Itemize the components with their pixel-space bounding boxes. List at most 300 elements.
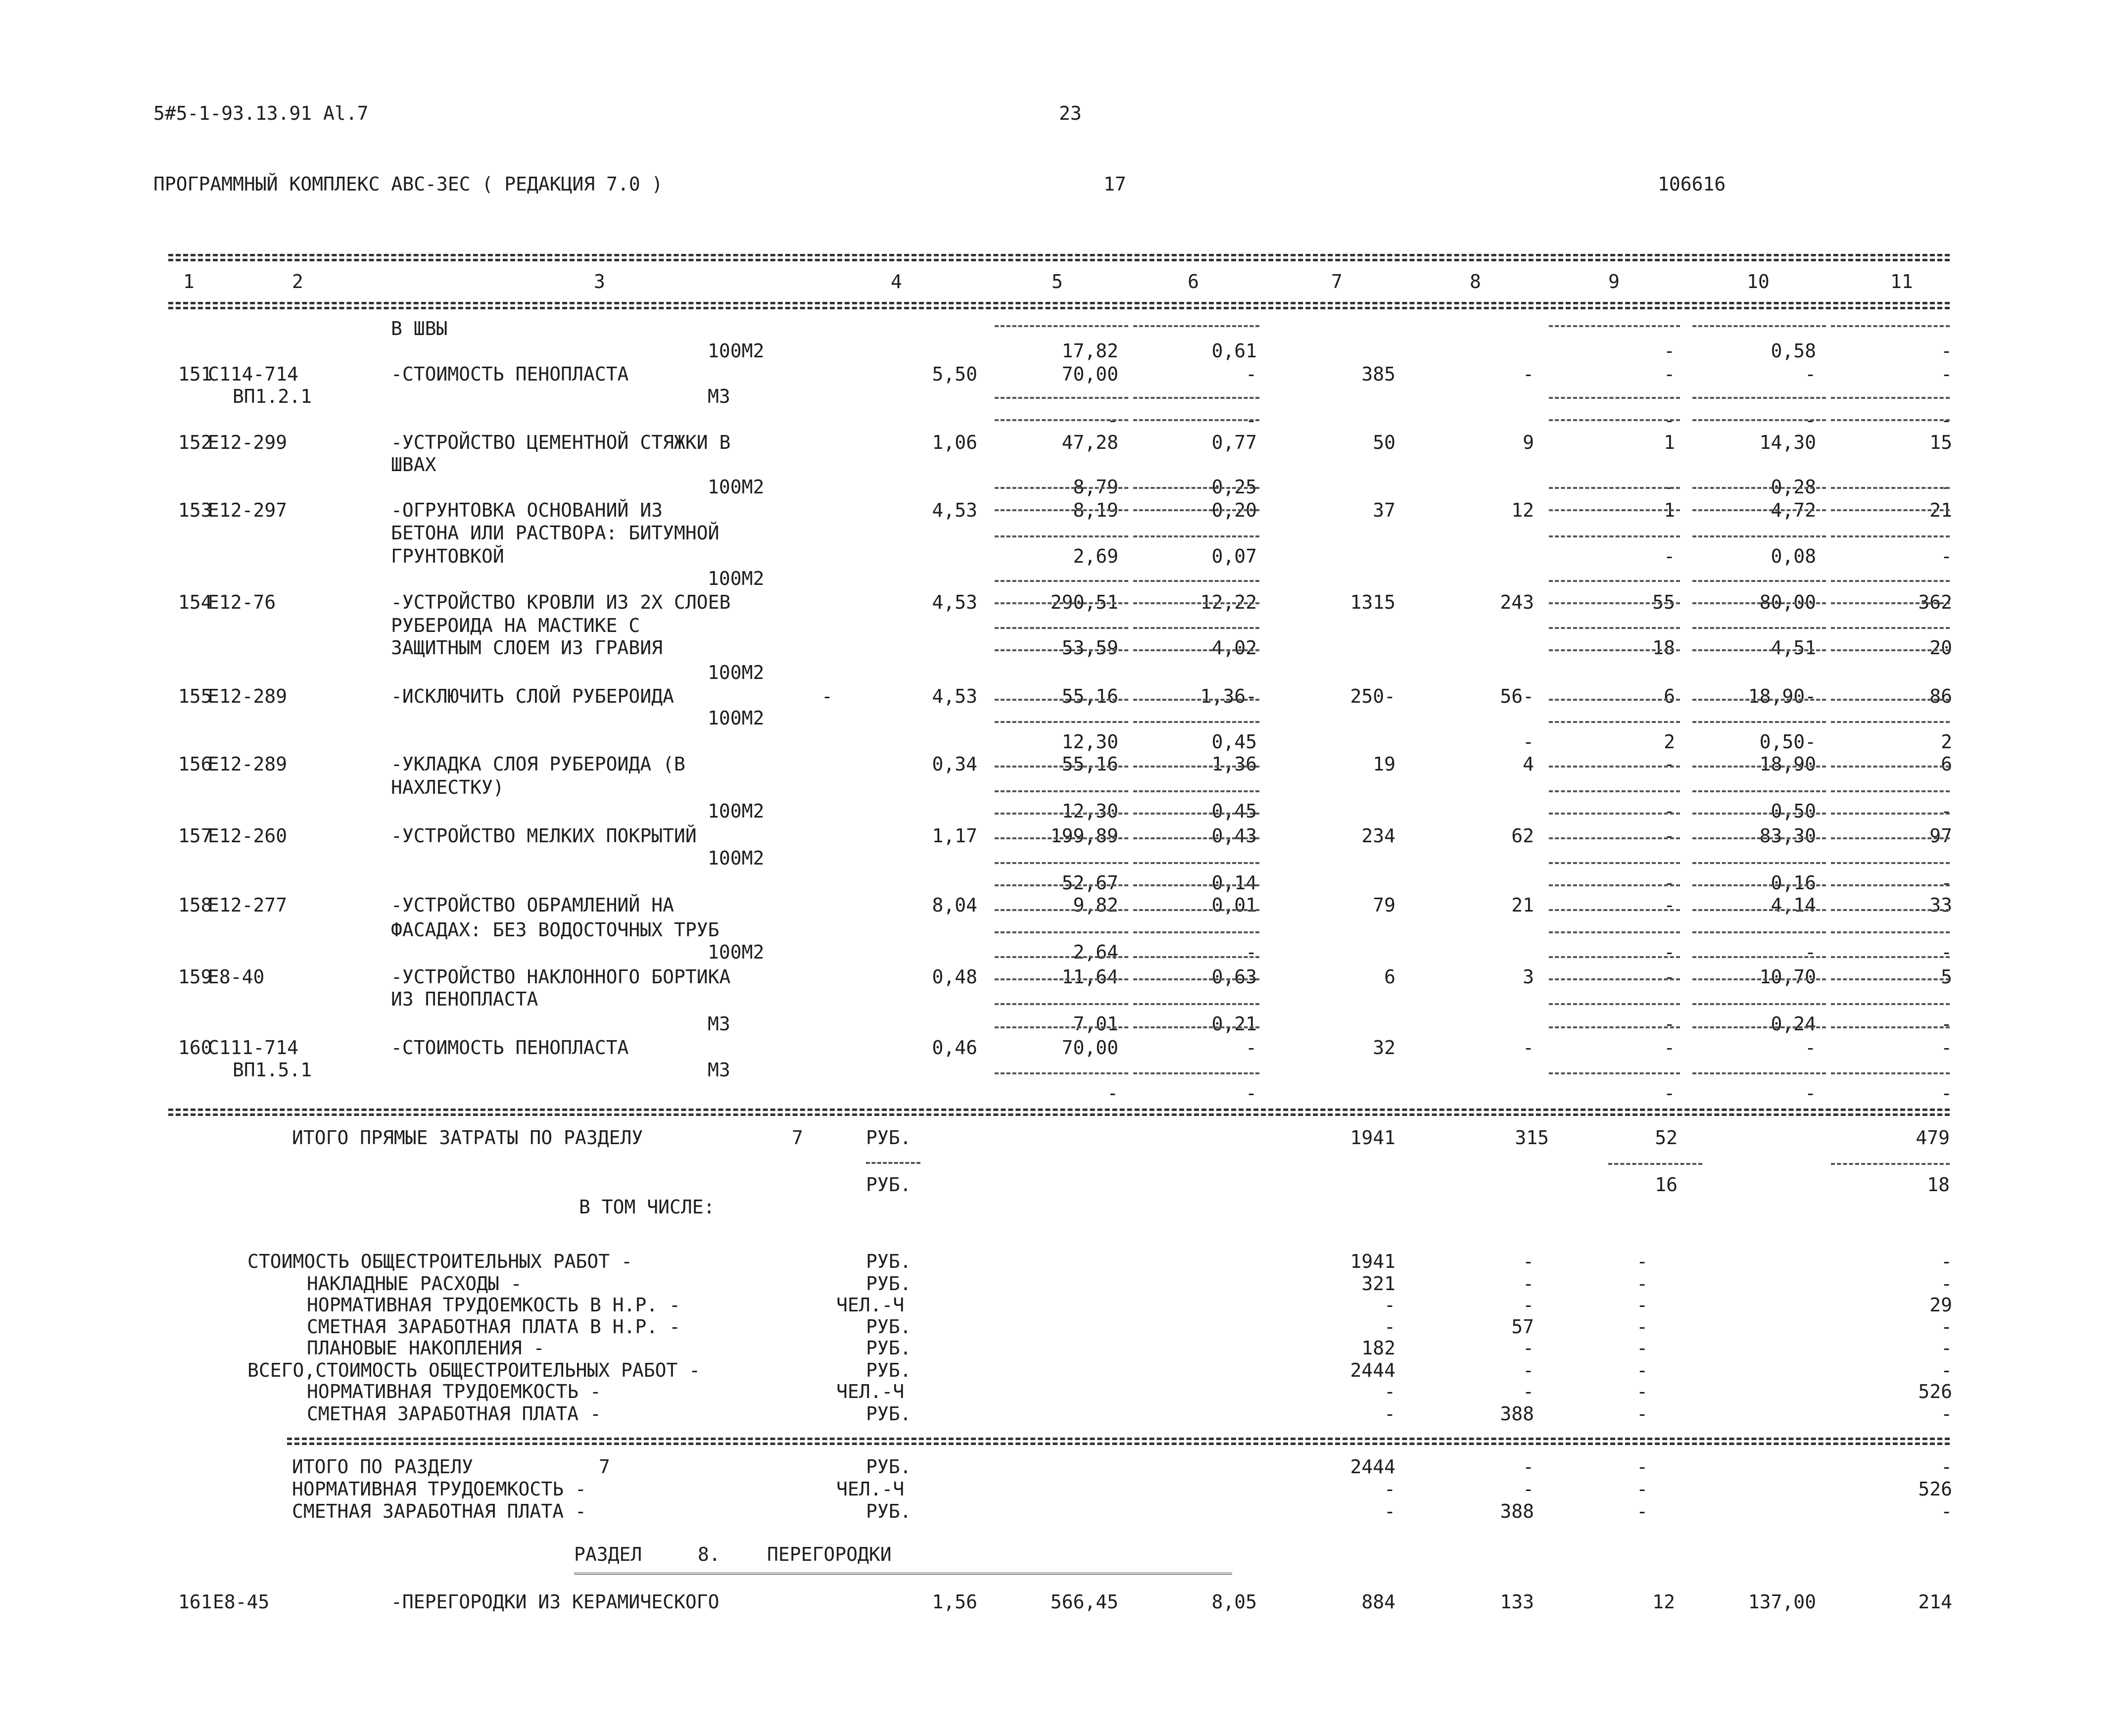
cell-c5: 17,82 — [1061, 340, 1118, 362]
work-description: ШВАХ — [391, 454, 436, 476]
cell-c9: - — [1664, 825, 1675, 847]
total-unit: РУБ. — [866, 1456, 912, 1478]
divider — [1692, 766, 1826, 768]
summary-unit: ЧЕЛ.-Ч — [836, 1381, 905, 1402]
row-number: 154 — [178, 591, 212, 613]
cell-c9: 18 — [1652, 637, 1675, 659]
divider — [1133, 602, 1259, 604]
cell-c7: 884 — [1361, 1591, 1395, 1613]
cell-c10: 83,30 — [1759, 825, 1816, 847]
divider — [1133, 978, 1259, 980]
divider — [1549, 813, 1680, 815]
divider — [1831, 397, 1950, 399]
cell-c4: 4,53 — [932, 685, 977, 707]
work-description: ГРУНТОВКОЙ — [391, 545, 504, 567]
cell-c9: 1 — [1664, 432, 1675, 453]
divider — [1831, 909, 1950, 911]
column-number: 9 — [1608, 271, 1620, 292]
divider — [1549, 699, 1680, 701]
summary-wages: 57 — [1511, 1316, 1534, 1338]
divider — [1133, 649, 1259, 651]
cell-c6: 0,43 — [1211, 825, 1257, 847]
divider — [995, 1072, 1128, 1074]
cell-c11: - — [1941, 363, 1952, 385]
divider — [995, 397, 1128, 399]
unit-of-measure: 100М2 — [708, 847, 765, 869]
cell-c10: - — [1805, 1082, 1816, 1104]
divider — [1692, 649, 1826, 651]
divider — [1133, 627, 1259, 629]
cell-c5: - — [1107, 409, 1118, 431]
work-description: РУБЕРОИДА НА МАСТИКЕ С — [391, 615, 640, 636]
divider — [1549, 602, 1680, 604]
unit-of-measure: 100М2 — [708, 568, 765, 589]
column-number: 10 — [1747, 271, 1770, 292]
cell-c11: - — [1941, 1013, 1952, 1035]
total-cost: - — [1384, 1500, 1395, 1522]
cell-c10: 4,72 — [1771, 499, 1816, 521]
cell-c4: 0,34 — [932, 753, 977, 775]
cell-c4: 4,53 — [932, 591, 977, 613]
divider — [995, 721, 1128, 723]
divider — [1549, 978, 1680, 980]
divider — [1831, 509, 1950, 511]
cell-c6: 1,36 — [1211, 753, 1257, 775]
table-top-rule — [168, 259, 1950, 261]
column-number: 6 — [1188, 271, 1199, 292]
divider — [866, 1162, 920, 1164]
cell-c7: 385 — [1361, 363, 1395, 385]
work-description: -ИСКЛЮЧИТЬ СЛОЙ РУБЕРОИДА — [391, 685, 674, 707]
cell-c11: 6 — [1941, 753, 1952, 775]
divider — [1692, 837, 1826, 839]
cell-c11: - — [1941, 800, 1952, 822]
cell-c8: - — [1523, 363, 1534, 385]
cell-c11: - — [1941, 1037, 1952, 1059]
summary-labor: - — [1941, 1403, 1952, 1425]
cell-c9: - — [1664, 753, 1675, 775]
divider — [1831, 721, 1950, 723]
summary-total: 2444 — [1350, 1359, 1395, 1381]
column-number: 2 — [292, 271, 303, 292]
cell-c7: 6 — [1384, 966, 1395, 988]
cell-c8: 56- — [1500, 685, 1534, 707]
summary-labor: - — [1941, 1337, 1952, 1359]
total-section: 7 — [599, 1456, 610, 1478]
divider — [1692, 1003, 1826, 1005]
cell-c11: - — [1941, 872, 1952, 894]
norm-code: Е8-45 — [213, 1591, 270, 1613]
divider — [1133, 956, 1259, 958]
table-top-rule — [168, 254, 1950, 256]
total-unit: ЧЕЛ.-Ч — [836, 1478, 905, 1500]
divider — [1549, 509, 1680, 511]
total-machines: - — [1636, 1500, 1648, 1522]
work-description: -ОГРУНТОВКА ОСНОВАНИЙ ИЗ — [391, 499, 663, 521]
summary-machines: - — [1636, 1337, 1648, 1359]
summary-wages: - — [1523, 1251, 1534, 1272]
total-labor: - — [1941, 1456, 1952, 1478]
cell-c7: 234 — [1361, 825, 1395, 847]
divider — [1133, 397, 1259, 399]
cell-c5: 290,51 — [1050, 591, 1118, 613]
cell-c6: 0,20 — [1211, 499, 1257, 521]
cell-c6: 1,36- — [1200, 685, 1257, 707]
total-labor: - — [1941, 1500, 1952, 1522]
cell-c5: 55,16 — [1061, 753, 1118, 775]
cell-c10: 0,50- — [1759, 731, 1816, 753]
cell-c9: 2 — [1664, 731, 1675, 753]
divider — [1831, 535, 1950, 537]
cell-c10: 18,90- — [1748, 685, 1816, 707]
cell-c10: 137,00 — [1748, 1591, 1816, 1613]
divider — [1831, 978, 1950, 980]
summary-label: СТОИМОСТЬ ОБЩЕСТРОИТЕЛЬНЫХ РАБОТ - — [247, 1251, 632, 1272]
row-mark: - — [821, 685, 833, 707]
divider — [1133, 862, 1259, 864]
divider — [1831, 1163, 1950, 1165]
cell-c4: 1,17 — [932, 825, 977, 847]
norm-code: Е12-297 — [208, 499, 288, 521]
cell-c11: - — [1941, 941, 1952, 963]
divider — [1692, 931, 1826, 933]
cell-c5: 8,19 — [1073, 499, 1118, 521]
norm-code: Е12-76 — [208, 591, 276, 613]
section-rule — [168, 1109, 1950, 1111]
cell-c8: 62 — [1511, 825, 1534, 847]
cell-c6: - — [1246, 941, 1257, 963]
cell-c8: - — [1523, 731, 1534, 753]
divider — [1692, 721, 1826, 723]
total-machines: - — [1636, 1456, 1648, 1478]
summary-wages: - — [1523, 1359, 1534, 1381]
cell-c10: 0,50 — [1771, 800, 1816, 822]
divider — [1133, 535, 1259, 537]
cell-c11: - — [1941, 340, 1952, 362]
cell-c5: 53,59 — [1061, 637, 1118, 659]
divider — [995, 325, 1128, 327]
cell-c9: - — [1664, 941, 1675, 963]
divider — [1133, 931, 1259, 933]
divider — [1133, 790, 1259, 792]
summary-total: 321 — [1361, 1273, 1395, 1295]
total-wages: - — [1523, 1456, 1534, 1478]
direct-costs-machine-wages: 16 — [1655, 1174, 1678, 1196]
total-labor: 526 — [1918, 1478, 1952, 1500]
total-machines: - — [1636, 1478, 1648, 1500]
cell-c10: - — [1805, 363, 1816, 385]
row-number: 157 — [178, 825, 212, 847]
divider — [1133, 509, 1259, 511]
summary-total: 182 — [1361, 1337, 1395, 1359]
unit-of-measure: М3 — [708, 1013, 730, 1035]
row-number: 151 — [178, 363, 212, 385]
cell-c5: 70,00 — [1061, 363, 1118, 385]
divider — [1549, 1026, 1680, 1028]
cell-c5: 566,45 — [1050, 1591, 1118, 1613]
cell-c6: 4,02 — [1211, 637, 1257, 659]
row-number: 152 — [178, 432, 212, 453]
cell-c9: 55 — [1652, 591, 1675, 613]
cell-c10: 0,08 — [1771, 545, 1816, 567]
divider — [1549, 487, 1680, 489]
divider — [1549, 325, 1680, 327]
divider — [1692, 602, 1826, 604]
cell-c8: 9 — [1523, 432, 1534, 453]
cell-c11: 15 — [1929, 432, 1952, 453]
summary-wages: 388 — [1500, 1403, 1534, 1425]
cell-c9: - — [1664, 800, 1675, 822]
unit-of-measure: 100М2 — [708, 476, 765, 498]
cell-c8: - — [1523, 1037, 1534, 1059]
divider — [1692, 978, 1826, 980]
direct-costs-labor: 479 — [1916, 1127, 1950, 1149]
divider — [1692, 325, 1826, 327]
cell-c9: - — [1664, 363, 1675, 385]
divider — [1133, 419, 1259, 421]
divider — [995, 627, 1128, 629]
cell-c9: - — [1664, 545, 1675, 567]
summary-label: НОРМАТИВНАЯ ТРУДОЕМКОСТЬ В Н.Р. - — [307, 1294, 680, 1316]
cell-c7: 250- — [1350, 685, 1395, 707]
summary-labor: 29 — [1929, 1294, 1952, 1316]
norm-code: С111-714 — [208, 1037, 299, 1059]
summary-machines: - — [1636, 1381, 1648, 1402]
column-number: 8 — [1470, 271, 1481, 292]
work-description: ЗАЩИТНЫМ СЛОЕМ ИЗ ГРАВИЯ — [391, 637, 663, 659]
cell-c6: 12,22 — [1200, 591, 1257, 613]
cell-c4: 8,04 — [932, 894, 977, 916]
divider — [1831, 1072, 1950, 1074]
divider — [1692, 509, 1826, 511]
total-label: НОРМАТИВНАЯ ТРУДОЕМКОСТЬ - — [292, 1478, 586, 1500]
divider — [1549, 956, 1680, 958]
divider — [1133, 487, 1259, 489]
column-number: 3 — [594, 271, 605, 292]
direct-costs-machines: 52 — [1655, 1127, 1678, 1149]
norm-code: Е12-289 — [208, 685, 288, 707]
work-description: ФАСАДАХ: БЕЗ ВОДОСТОЧНЫХ ТРУБ — [391, 919, 720, 941]
divider — [1831, 766, 1950, 768]
section-underline — [574, 1573, 1232, 1575]
work-description: -ПЕРЕГОРОДКИ ИЗ КЕРАМИЧЕСКОГО — [391, 1591, 720, 1613]
divider — [1692, 1072, 1826, 1074]
including-label: В ТОМ ЧИСЛЕ: — [579, 1196, 715, 1218]
divider — [1133, 1026, 1259, 1028]
unit-of-measure: 100М2 — [708, 662, 765, 683]
cell-c11: 362 — [1918, 591, 1952, 613]
cell-c6: 0,45 — [1211, 731, 1257, 753]
cell-c5: - — [1107, 1082, 1118, 1104]
summary-wages: - — [1523, 1381, 1534, 1402]
cell-c11: 214 — [1918, 1591, 1952, 1613]
row-number: 160 — [178, 1037, 212, 1059]
summary-total: - — [1384, 1381, 1395, 1402]
direct-costs-unit: РУБ. — [866, 1127, 912, 1149]
cell-c6: 0,21 — [1211, 1013, 1257, 1035]
cell-c6: 0,14 — [1211, 872, 1257, 894]
total-label: ИТОГО ПО РАЗДЕЛУ — [292, 1456, 474, 1478]
cell-c5: 8,79 — [1073, 476, 1118, 498]
cell-c9: - — [1664, 872, 1675, 894]
cell-c5: 55,16 — [1061, 685, 1118, 707]
cell-c11: 97 — [1929, 825, 1952, 847]
cell-c8: 243 — [1500, 591, 1534, 613]
divider — [995, 766, 1128, 768]
cell-c11: 33 — [1929, 894, 1952, 916]
cell-c4: 5,50 — [932, 363, 977, 385]
cell-c8: 3 — [1523, 966, 1534, 988]
summary-unit: РУБ. — [866, 1273, 912, 1295]
divider — [995, 1003, 1128, 1005]
norm-code: Е12-299 — [208, 432, 288, 453]
work-description: НАХЛЕСТКУ) — [391, 776, 504, 798]
divider — [1692, 813, 1826, 815]
summary-unit: РУБ. — [866, 1359, 912, 1381]
section-label: РАЗДЕЛ — [574, 1543, 642, 1565]
cell-c9: - — [1664, 1082, 1675, 1104]
cell-c9: - — [1664, 894, 1675, 916]
divider — [1831, 419, 1950, 421]
cell-c10: 4,51 — [1771, 637, 1816, 659]
summary-machines: - — [1636, 1359, 1648, 1381]
summary-machines: - — [1636, 1403, 1648, 1425]
summary-machines: - — [1636, 1273, 1648, 1295]
cell-c9: - — [1664, 966, 1675, 988]
cell-c10: 4,14 — [1771, 894, 1816, 916]
row-number: 155 — [178, 685, 212, 707]
divider — [995, 580, 1128, 582]
column-number: 7 — [1331, 271, 1343, 292]
cell-c10: 0,28 — [1771, 476, 1816, 498]
row-number: 159 — [178, 966, 212, 988]
cell-c5: 12,30 — [1061, 800, 1118, 822]
doc-code: 5#5-1-93.13.91 Al.7 — [153, 102, 369, 124]
summary-machines: - — [1636, 1294, 1648, 1316]
total-wages: 388 — [1500, 1500, 1534, 1522]
cell-c9: - — [1664, 340, 1675, 362]
divider — [1692, 1026, 1826, 1028]
work-description: ИЗ ПЕНОПЛАСТА — [391, 988, 538, 1010]
summary-label: СМЕТНАЯ ЗАРАБОТНАЯ ПЛАТА В Н.Р. - — [307, 1316, 680, 1338]
cell-c5: 9,82 — [1073, 894, 1118, 916]
divider — [1608, 1163, 1702, 1165]
total-cost: 2444 — [1350, 1456, 1395, 1478]
work-description: -СТОИМОСТЬ ПЕНОПЛАСТА — [391, 1037, 629, 1059]
divider — [1133, 1072, 1259, 1074]
divider — [995, 978, 1128, 980]
divider — [995, 884, 1128, 886]
cell-c11: 2 — [1941, 731, 1952, 753]
work-description: -УСТРОЙСТВО НАКЛОННОГО БОРТИКА — [391, 966, 731, 988]
total-label: СМЕТНАЯ ЗАРАБОТНАЯ ПЛАТА - — [292, 1500, 586, 1522]
divider — [995, 862, 1128, 864]
divider — [1831, 699, 1950, 701]
cell-c5: 12,30 — [1061, 731, 1118, 753]
cell-c11: 20 — [1929, 637, 1952, 659]
cell-c4: 1,56 — [932, 1591, 977, 1613]
cell-c11: 5 — [1941, 966, 1952, 988]
summary-labor: - — [1941, 1316, 1952, 1338]
work-description: -УСТРОЙСТВО ЦЕМЕНТНОЙ СТЯЖКИ В — [391, 432, 731, 453]
cell-c5: 199,89 — [1050, 825, 1118, 847]
cell-c11: 21 — [1929, 499, 1952, 521]
program-title: ПРОГРАММНЫЙ КОМПЛЕКС АВС-3ЕС ( РЕДАКЦИЯ 7.0 ) — [153, 173, 663, 195]
cell-c9: - — [1664, 476, 1675, 498]
summary-unit: РУБ. — [866, 1403, 912, 1425]
cell-c6: 0,61 — [1211, 340, 1257, 362]
total-unit: РУБ. — [866, 1500, 912, 1522]
sheet-number: 17 — [1104, 173, 1126, 195]
divider — [1831, 931, 1950, 933]
section-rule — [168, 1113, 1950, 1116]
divider — [1133, 580, 1259, 582]
cell-c7: 79 — [1373, 894, 1395, 916]
cell-c9: 12 — [1652, 1591, 1675, 1613]
cell-c4: 0,46 — [932, 1037, 977, 1059]
divider — [995, 956, 1128, 958]
divider — [1549, 649, 1680, 651]
divider — [1831, 862, 1950, 864]
unit-of-measure: 100М2 — [708, 707, 765, 729]
divider — [1549, 1003, 1680, 1005]
cell-c7: 37 — [1373, 499, 1395, 521]
cell-c6: 0,07 — [1211, 545, 1257, 567]
cell-c5: 11,64 — [1061, 966, 1118, 988]
cell-c8: 21 — [1511, 894, 1534, 916]
norm-code: Е12-277 — [208, 894, 288, 916]
divider — [1692, 419, 1826, 421]
divider — [995, 909, 1128, 911]
summary-labor: 526 — [1918, 1381, 1952, 1402]
cell-c10: 0,58 — [1771, 340, 1816, 362]
divider — [1831, 1026, 1950, 1028]
cell-c10: - — [1805, 409, 1816, 431]
cell-c11: - — [1941, 409, 1952, 431]
direct-costs-machine-labor: 18 — [1927, 1174, 1950, 1196]
row-number: 156 — [178, 753, 212, 775]
unit-of-measure: М3 — [708, 386, 730, 407]
cell-c6: - — [1246, 363, 1257, 385]
divider — [1133, 884, 1259, 886]
page-number: 23 — [1059, 102, 1082, 124]
summary-labor: - — [1941, 1359, 1952, 1381]
column-number: 5 — [1052, 271, 1063, 292]
cell-c5: 47,28 — [1061, 432, 1118, 453]
header-bottom-rule — [168, 302, 1950, 304]
summary-unit: РУБ. — [866, 1337, 912, 1359]
divider — [1831, 837, 1950, 839]
column-number: 1 — [183, 271, 194, 292]
cell-c11: - — [1941, 1082, 1952, 1104]
row-number: 153 — [178, 499, 212, 521]
total-cost: - — [1384, 1478, 1395, 1500]
row-number: 158 — [178, 894, 212, 916]
summary-total: - — [1384, 1316, 1395, 1338]
summary-unit: РУБ. — [866, 1316, 912, 1338]
unit-of-measure: 100М2 — [708, 340, 765, 362]
divider — [995, 535, 1128, 537]
cell-c7: 32 — [1373, 1037, 1395, 1059]
divider — [995, 487, 1128, 489]
cell-c10: 18,90 — [1759, 753, 1816, 775]
divider — [1692, 627, 1826, 629]
section-name: ПЕРЕГОРОДКИ — [767, 1543, 892, 1565]
divider — [1692, 790, 1826, 792]
cell-c9: - — [1664, 1013, 1675, 1035]
cell-c6: 0,25 — [1211, 476, 1257, 498]
divider — [1549, 535, 1680, 537]
